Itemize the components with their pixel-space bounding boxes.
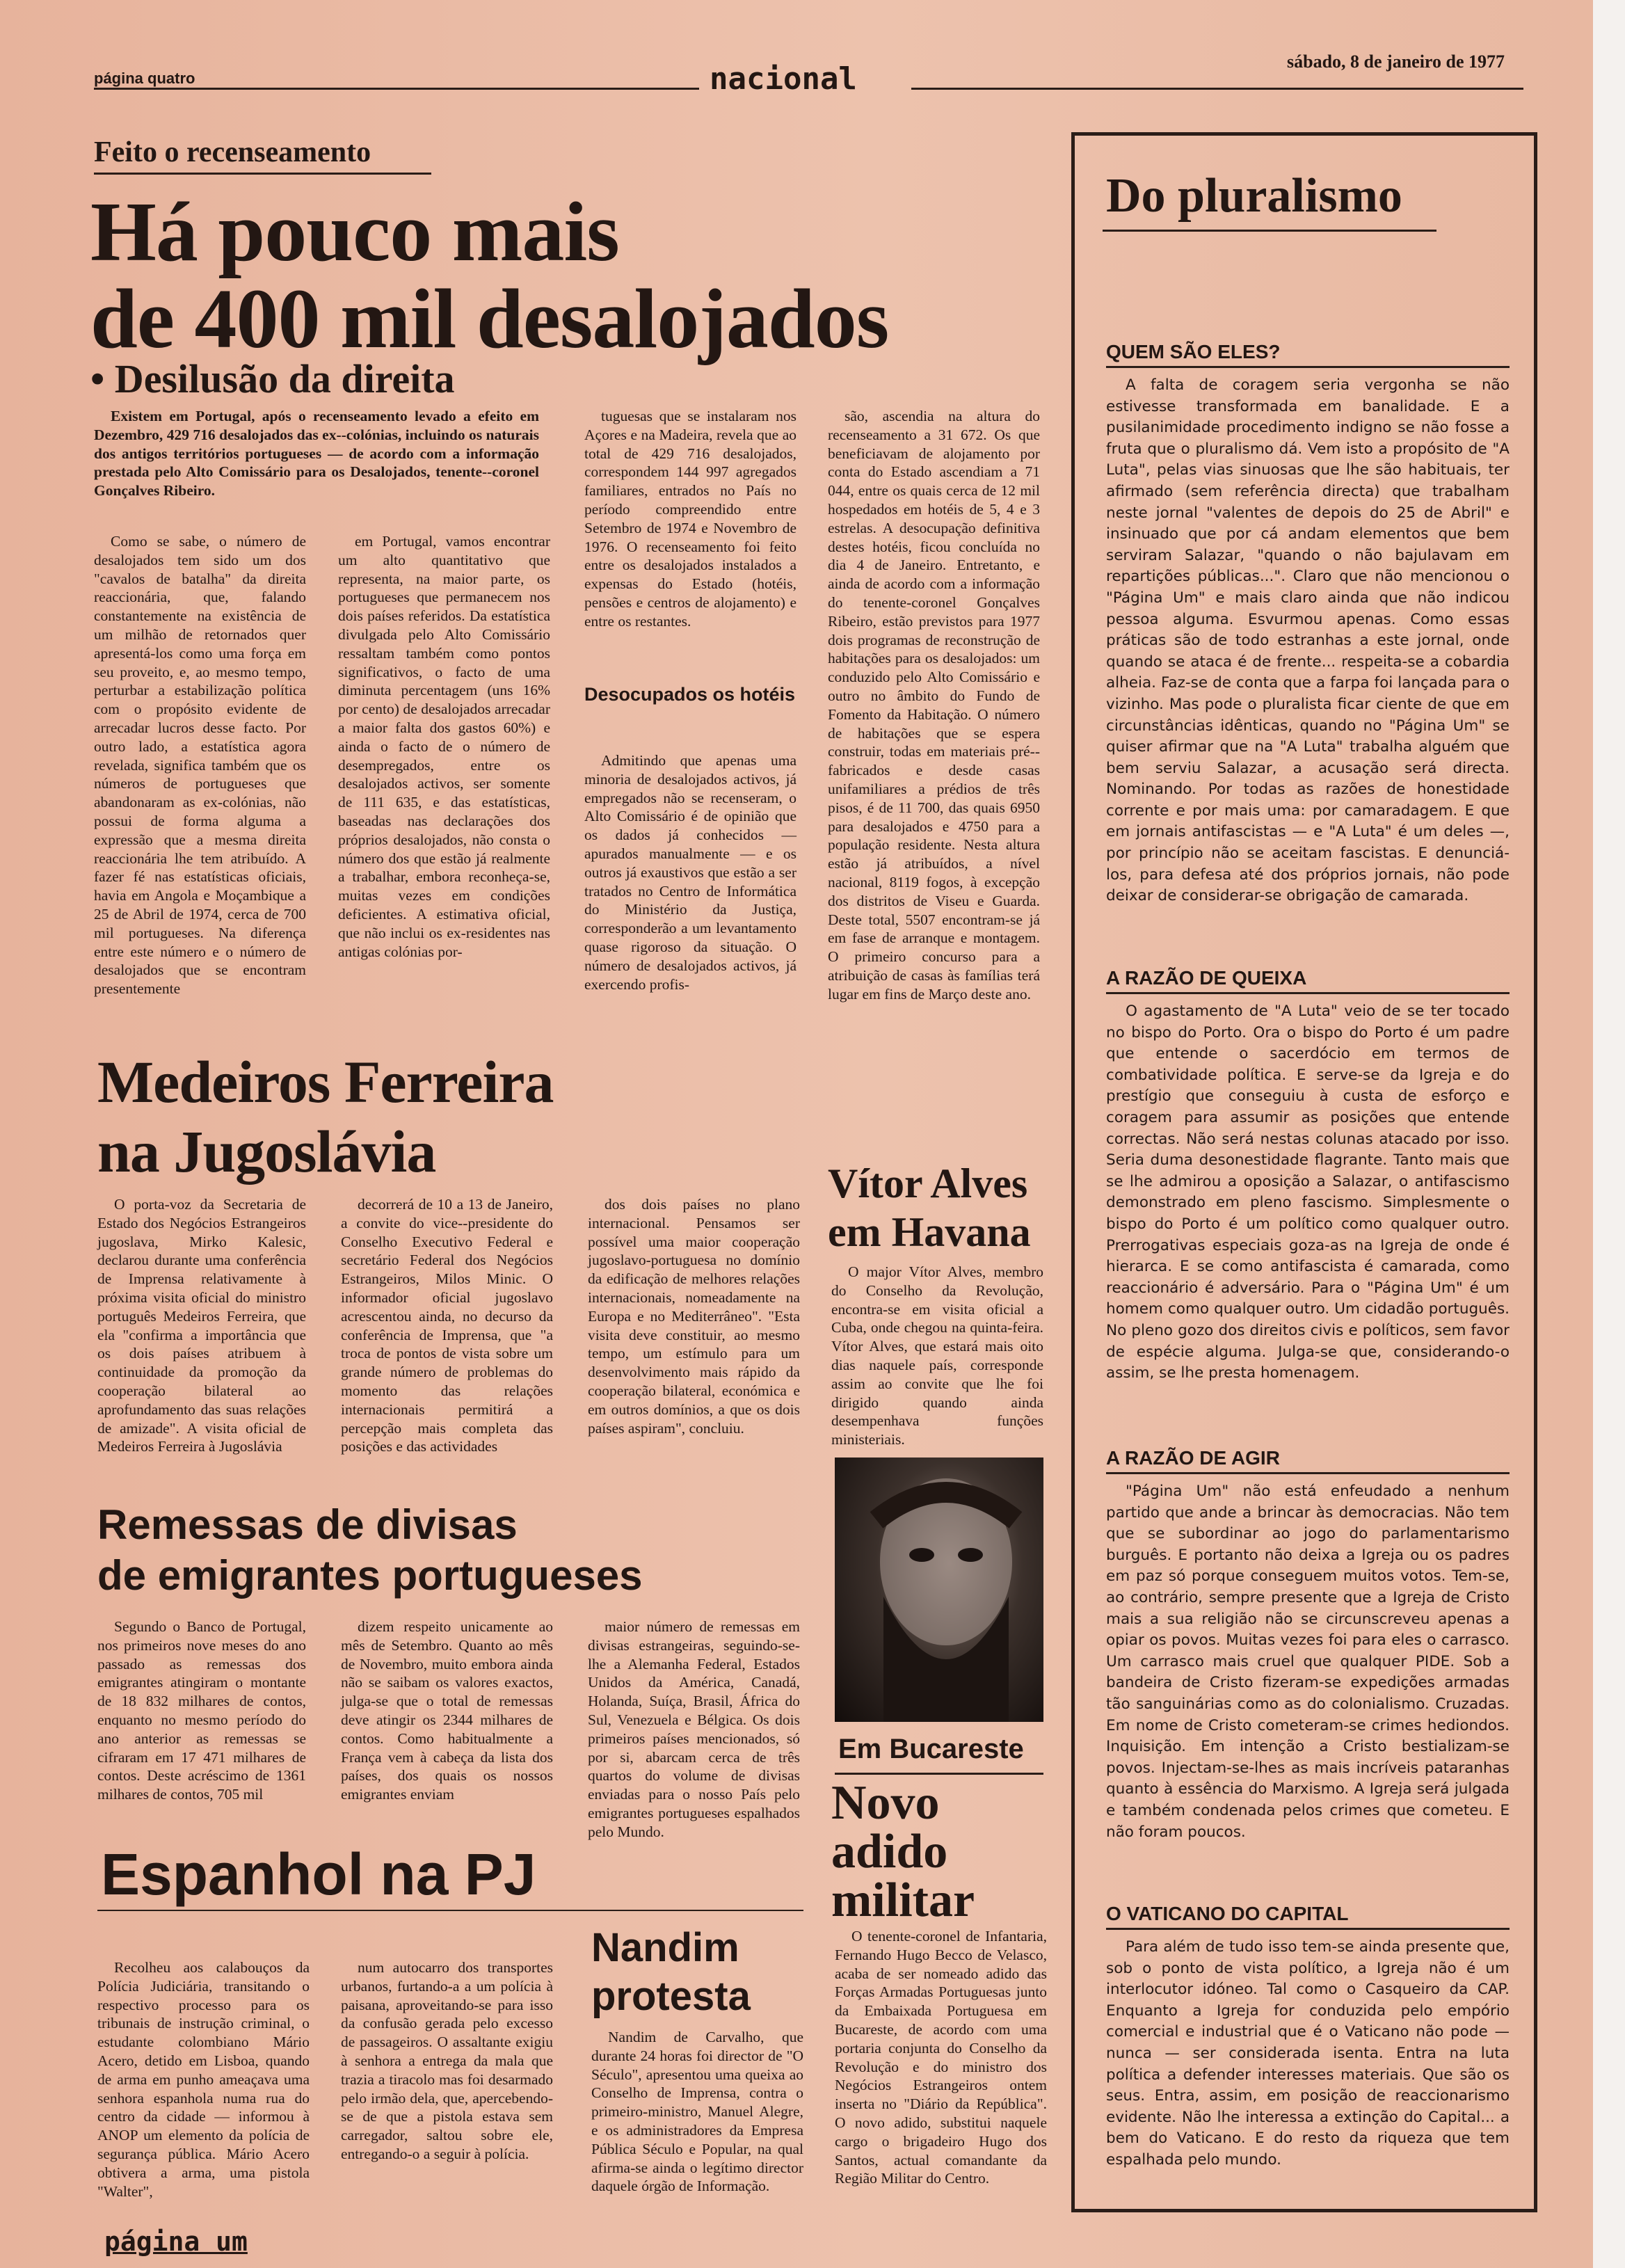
- portrait-photo: [835, 1458, 1043, 1722]
- bucareste-headline-line1: Novo: [831, 1776, 940, 1830]
- portrait-illustration: [835, 1458, 1043, 1722]
- bucareste-rule: [835, 1773, 1043, 1775]
- lead-headline-line2: de 400 mil desalojados: [90, 272, 889, 366]
- section-title-vaticano-do-capital: O VATICANO DO CAPITAL: [1106, 1903, 1510, 1930]
- lead-headline-line1: Há pouco mais: [90, 185, 619, 279]
- pluralismo-section-1: [1106, 341, 1510, 907]
- remessas-col3: maior número de remessas em divisas estrangeiras, seguindo-se-lhe a Alemanha Federal, Estados Unidos da América, Canadá, Holanda, Suíça, Brasil, África do Sul, Venezuela e Bélgica. Os dois primeiros países mencionados, só por si, abarcam cerca de três quartos do volume de divisas enviadas para o nosso País pelo emigrantes portugueses espalhados pelo Mundo.: [588, 1618, 800, 1840]
- remessas-headline-line1: Remessas de divisas: [97, 1501, 518, 1548]
- page-label: página quatro: [94, 70, 195, 87]
- remessas-col1: Segundo o Banco de Portugal, nos primeiros nove meses do ano passado as remessas dos emigrantes atingiram o montante de 18 832 milhares de contos, enquanto no mesmo período do ano anterior as remessas se cifraram em 17 471 milhares de contos. Deste acréscimo de 1361 milhares de contos, 705 mil: [97, 1618, 306, 1803]
- bucareste-body: O tenente-coronel de Infantaria, Fernando Hugo Becco de Velasco, acaba de ser nomeado adido das Forças Armadas Portuguesas junto da Embaixada Portuguesa em Bucareste, de acordo com uma portaria conjunta do Conselho da Revolução e do ministro dos Negócios Estrangeiros ontem inserta no "Diário da República". O novo adido, substitui naquele cargo o brigadeiro Hugo dos Santos, actual comandante da Região Militar do Centro.: [835, 1928, 1047, 2187]
- espanhol-col1: Recolheu aos calabouços da Polícia Judiciária, transitando o respectivo processo para os tribunais de instrução criminal, o estudante colombiano Mário Acero, detido em Lisboa, quando de arma em punho ameaçava uma senhora espanhola numa rua do centro da cidade — informou à ANOP um elemento da polícia de segurança pública. Mário Acero obtivera a arma, uma pistola "Walter",: [97, 1959, 310, 2200]
- medeiros-col2: decorrerá de 10 a 13 de Janeiro, a convite do vice--presidente do Conselho Executivo Federal e secretário Federal dos Negócios Estrangeiros, Milos Minic. O informador oficial jugoslavo acrescentou ainda, no decurso da conferência de Imprensa, que "a troca de pontos de vista sobre um grande número de problemas do momento das relações internacionais permitirá a percepção mais completa das posições e das actividades: [341, 1196, 553, 1455]
- lead-col3a: tuguesas que se instalaram nos Açores e na Madeira, revela que ao total de 429 716 desalojados, correspondem 144 997 agregados familiares, entrados no País no período compreendido entre Setembro de 1974 e Novembro de 1976. O recenseamento foi feito entre os desalojados instalados a expensas do Estado (hotéis, pensões e centros de alojamento) e entre os restantes.: [584, 408, 797, 630]
- medeiros-headline-line2: na Jugoslávia: [97, 1118, 436, 1185]
- section-title-razao-de-queixa: A RAZÃO DE QUEIXA: [1106, 967, 1510, 994]
- medeiros-col3: dos dois países no plano internacional. Pensamos ser possível uma maior cooperação jugoslavo-portuguesa no domínio da edificação de melhores relações internacionais, nomeadamente na Europa e no Mediterrâneo". "Esta visita deve constituir, ao mesmo tempo, um estímulo para um desenvolvimento mais rápido da cooperação bilateral, económica e em outros domínios, a que os dois países aspiram", concluiu.: [588, 1196, 800, 1437]
- nandim-body: Nandim de Carvalho, que durante 24 horas foi director de "O Século", apresentou uma queixa ao Conselho de Imprensa, contra o primeiro-ministro, Manuel Alegre, e os administradores da Empresa Pública Século e Popular, na qual afirma-se ainda o legítimo director daquele órgão de Informação.: [591, 2029, 803, 2195]
- pluralismo-section-2: [1106, 967, 1510, 1384]
- section-name: nacional: [710, 61, 857, 97]
- footer-logo: página um: [104, 2226, 248, 2257]
- vitor-headline-line2: em Havana: [828, 1209, 1031, 1255]
- lead-col2: em Portugal, vamos encontrar um alto quantitativo que representa, na maior parte, os portugueses que permanecem nos dois países referidos. Da estatística divulgada pelo Alto Comissário ressaltam também como pontos significativos, o facto de uma diminuta percentagem (uns 16% por cento) de desalojados arrecadar a maior falta dos gastos 60%) e ainda o facto de o número de desempregados, entre os desalojados activos, ser somente de 111 635, e das estatísticas, baseadas nas declarações dos próprios desalojados, não consta o número dos que estão já realmente a trabalhar, embora reconheça-se, muitas vezes em condições deficientes. A estimativa oficial, que não inclui os ex-residentes nas antigas colónias por-: [338, 533, 550, 960]
- bucareste-headline-line2: adido: [831, 1825, 948, 1878]
- section-title-quem-sao-eles: QUEM SÃO ELES?: [1106, 341, 1510, 368]
- pluralismo-section-4: [1106, 1903, 1510, 2171]
- pluralismo-headline-rule: [1103, 230, 1436, 232]
- vitor-body: O major Vítor Alves, membro do Conselho da Revolução, encontra-se em visita oficial a Cuba, onde chegou na quinta-feira. Vítor Alves, que estará mais oito dias naquele país, corresponde assim ao convite que lhe foi dirigido quando ainda desempenhava funções ministeriais.: [831, 1263, 1043, 1448]
- lead-subhead: • Desilusão da direita: [90, 356, 455, 401]
- medeiros-headline-line1: Medeiros Ferreira: [97, 1048, 554, 1115]
- pluralismo-headline: Do pluralismo: [1106, 169, 1402, 223]
- pluralismo-section-3: [1106, 1447, 1510, 1843]
- page-edge: [1593, 0, 1625, 2268]
- espanhol-rule: [97, 1910, 803, 1911]
- bucareste-kicker: Em Bucareste: [838, 1734, 1024, 1764]
- medeiros-col1: O porta-voz da Secretaria de Estado dos Negócios Estrangeiros jugoslava, Mirko Kalesic, declarou durante uma conferência de Imprensa relativamente à próxima visita oficial do ministro português Medeiros Ferreira, que ela "confirma a importância que os dois países atribuem à continuidade da promoção da cooperação bilateral ao aprofundamento das suas relações de amizade". A visita oficial de Medeiros Ferreira à Jugoslávia: [97, 1196, 306, 1455]
- issue-date: sábado, 8 de janeiro de 1977: [1287, 51, 1505, 72]
- masthead-rule-right: [911, 88, 1523, 90]
- masthead-rule-left: [94, 88, 699, 90]
- lead-col1: Como se sabe, o número de desalojados tem sido um dos "cavalos de batalha" da direita reaccionária, que, falando constantemente na existência de um milhão de retornados quer apresentá-los como uma força em seu proveito, e, ao mesmo tempo, perturbar a estabilização política com o propósito evidente de arrecadar lucros desse facto. Por outro lado, a estatística agora revelada, significa também que os números de portugueses que abandonaram as ex-colónias, não possui de forma alguma a expressão que a mesma direita reaccionária lhe tem atribuído. A fazer fé nas estatísticas oficiais, havia em Angola e Moçambique a 25 de Abril de 1974, cerca de 700 mil portugueses. Na diferença entre este número e o número de desalojados que se encontram presentemente: [94, 533, 306, 998]
- nandim-headline-line1: Nandim: [591, 1925, 739, 1970]
- section-body-quem-sao-eles: A falta de coragem seria vergonha se não estivesse transformada em banalidade. E a pusilanimidade procedimento indigno se não fosse a fruta que o pluralismo dá. Vem isto a propósito de "A Luta", pelas vias sinuosas que lhe são habituais, ter afirmado (sem referência directa) que trabalham neste jornal "valentes de depois do 25 de Abril" e insinuado que por cá andam elementos que bem serviram Salazar, "quando o não bajulavam em repartições públicas...". Claro que não mencionou o "Página Um" e mais claro ainda que não indicou pessoa alguma. Esvurmou apenas. Como essas práticas são de todo estranhas a este jornal, onde quando se ataca é de frente... respeita-se a cobardia alheia. Faz-se de conta que a farpa foi lançada para o vizinho. Mas pode o pluralista ficar ciente de que em circunstâncias idênticas, quando no "Página Um" se quiser afirmar que na "A Luta" trabalha alguém que bem serviu Salazar, a acusação será directa. Nominando. Por todas as razões de honestidade corrente e por mais uma: por camaradagem. E que em jornais antifascistas — e "A Luta" é um deles —, por princípio não se aceitam fascistas. E denunciá-los, para defesa até dos próprios jornais, não pode deixar de considerar-se obrigação de camarada.: [1106, 376, 1510, 905]
- vitor-headline-line1: Vítor Alves: [828, 1160, 1028, 1206]
- section-body-vaticano-do-capital: Para além de tudo isso tem-se ainda presente que, sob o ponto de vista político, a Igreja não é um interlocutor idóneo. Tal como o Casqueiro da CAP. Enquanto a Igreja for conduzida pelo empório comercial e industrial que é o Vaticano não pode — nunca — ser considerada isenta. Entra na luta política a defender interesses materiais. Que são os seus. Entra, assim, em posição de reaccionarismo evidente. Não lhe interessa a extinção do Capital... a bem do Vaticano. E do resto da riqueza que tem espalhada pelo mundo.: [1106, 1938, 1510, 2169]
- nandim-headline-line2: protesta: [591, 1974, 751, 2019]
- lead-subheading-hotels: Desocupados os hotéis: [584, 684, 796, 705]
- espanhol-col2: num autocarro dos transportes urbanos, furtando-a a um polícia à paisana, aproveitando-se para isso da confusão gerada pelo excesso de passageiros. O assaltante exigiu à senhora a entrega da mala que trazia a tiracolo mas foi desarmado pelo irmão dela, que, apercebendo-se de que a pistola estava sem carregador, saltou sobre ele, entregando-o a seguir à polícia.: [341, 1959, 553, 2162]
- lead-col4: são, ascendia na altura do recenseamento a 31 672. Os que beneficiavam de alojamento por conta do Estado ascendiam a 71 044, entre os quais cerca de 12 mil hospedados em hotéis de 5, 4 e 3 estrelas. A desocupação definitiva destes hotéis, ficou concluída no dia 4 de Janeiro. Entretanto, e ainda de acordo com a informação do tenente-coronel Gonçalves Ribeiro, estão previstos para 1977 dois programas de reconstrução de habitações para os desalojados: um conduzido pelo Alto Comissário e outro no âmbito do Fundo de Fomento da Habitação. O número de habitações que se espera construir, todas em materiais pré--fabricados e desde casas unifamiliares a prédios de três pisos, é de 11 700, das quais 6950 para desalojados e 4750 para a população residente. Nesta altura estão já atribuídos, a nível nacional, 8119 fogos, à excepção dos distritos de Viseu e Guarda. Deste total, 5507 encontram-se já em fase de arranque e montagem. O primeiro concurso para a atribuição de casas às famílias terá lugar em fins de Março deste ano.: [828, 408, 1040, 1003]
- kicker-rule: [94, 173, 431, 175]
- pluralismo-box: [1071, 132, 1537, 2212]
- section-body-razao-de-agir: "Página Um" não está enfeudado a nenhum partido que ande a brincar às democracias. Não tem que se subordinar ao jogo do parlamentarismo burguês. E portanto não deixa a Igreja ou os padres em paz só porque conseguem muitos votos. Tem-se, ao contrário, sempre presente que a Igreja de Cristo mais a sua religião não se circunscreveu apenas a opiar os povos. Muitas vezes foi para eles o carrasco. Um carrasco mais cruel que qualquer PIDE. Sob a bandeira de Cristo fizeram-se expedições armadas tão sanguinárias como as do colonialismo. Cruzadas. Em nome de Cristo cometeram-se crimes hediondos. Inquisição. Em intenção a Cristo bestializam-se povos. Injectam-se-lhes as mais incríveis pataranhas quanto à essência do Marxismo. A Igreja será julgada e também condenada pelos crimes que cometeu. E não foram poucos.: [1106, 1483, 1510, 1841]
- lead-intro: Existem em Portugal, após o recenseamento levado a efeito em Dezembro, 429 716 desalojados das ex--colónias, incluindo os naturais dos antigos territórios portugueses — de acordo com a informação prestada pelo Alto Comissário para os Desalojados, tenente--coronel Gonçalves Ribeiro.: [94, 408, 539, 500]
- espanhol-headline: Espanhol na PJ: [101, 1842, 536, 1907]
- section-title-razao-de-agir: A RAZÃO DE AGIR: [1106, 1447, 1510, 1474]
- lead-kicker: Feito o recenseamento: [94, 136, 371, 168]
- bucareste-headline-line3: militar: [831, 1874, 975, 1927]
- remessas-headline-line2: de emigrantes portugueses: [97, 1552, 643, 1599]
- remessas-col2: dizem respeito unicamente ao mês de Setembro. Quanto ao mês de Novembro, muito embora ainda não se saibam os valores exactos, julga-se que o total de remessas deve atingir os 2344 milhares de contos. Como habitualmente a França vem à cabeça da lista dos países, dos quais os nossos emigrantes enviam: [341, 1618, 553, 1803]
- lead-col3b: Admitindo que apenas uma minoria de desalojados activos, já empregados não se recenseram, o Alto Comissário é de opinião que os dados já conhecidos — apurados manualmente — e os outros já exaustivos que estão a ser tratados no Centro de Informática do Ministério da Justiça, corresponderão a um levantamento quase rigoroso da situação. O número de desalojados activos, já exercendo profis-: [584, 752, 797, 993]
- section-body-razao-de-queixa: O agastamento de "A Luta" veio de se ter tocado no bispo do Porto. Ora o bispo do Porto é um padre que entende o sacerdócio em termos de combatividade política. E serve-se da Igreja e do prestígio que conseguiu à custa de esforço e coragem para assumir as posições que entende correctas. Não será nestas colunas atacado por isso. Seria duma desonestidade flagrante. Tanto mais que se lhe admirou a oposição a Salazar, o antifascismo demonstrado em pleno fascismo. Simplesmente o bispo do Porto é um político como qualquer outro. Prerrogativas especiais goza-as na Igreja de onde é hierarca. E se como antifascista é camarada, como reaccionário é adversário. Para o "Página Um" é um homem como qualquer outro. Um cidadão português. No pleno gozo dos direitos civis e políticos, sem favor de espécie alguma. Julga-se que, considerando-o assim, se lhe presta homenagem.: [1106, 1003, 1510, 1382]
